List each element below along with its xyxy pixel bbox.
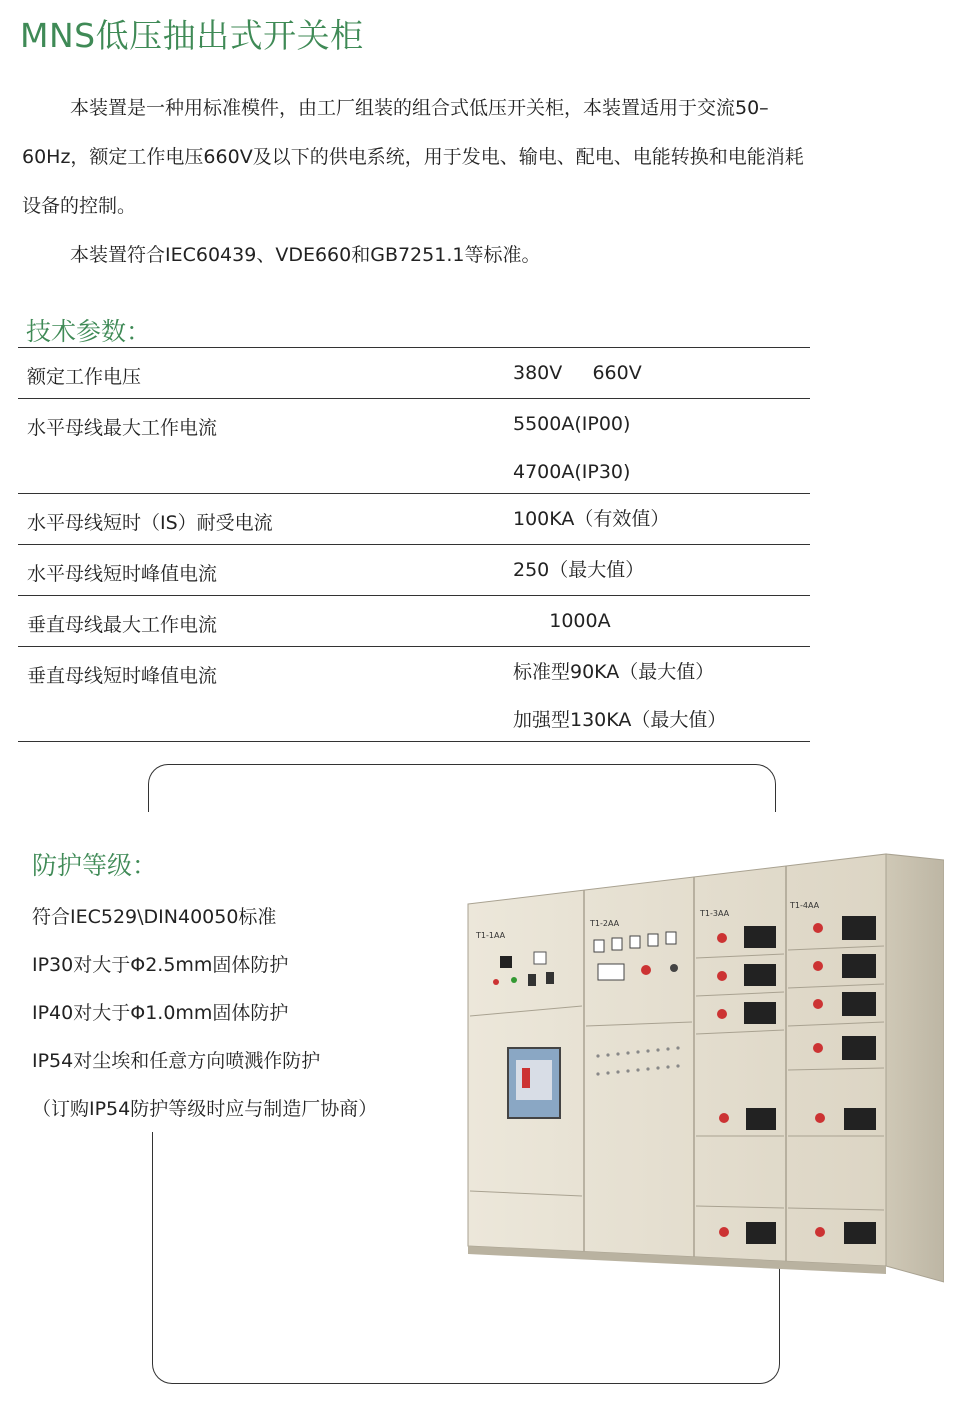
- cabinet-label: T1-3AA: [700, 909, 730, 918]
- spec-value-line: 5500A(IP00): [513, 413, 631, 435]
- list-item: IP54对尘埃和任意方向喷溅作防护: [32, 1050, 321, 1072]
- spec-value: [513, 596, 810, 647]
- list-item: IP40对大于Φ1.0mm固体防护: [32, 1002, 289, 1024]
- cabinet-label: T1-1AA: [476, 931, 506, 940]
- list-item: （订购IP54防护等级时应与制造厂协商）: [32, 1098, 378, 1120]
- protection-list: [32, 893, 377, 1133]
- spec-value-line: 250（最大值）: [513, 559, 645, 581]
- spec-name: 水平母线短时（IS）耐受电流: [27, 512, 273, 534]
- cabinet-label: T1-4AA: [790, 901, 820, 910]
- table-row: [18, 596, 810, 647]
- spec-value: [513, 399, 810, 494]
- switchgear-cabinet-image: [466, 846, 944, 1286]
- spec-value-line: 1000A: [513, 610, 611, 632]
- spec-value-line: 380V 660V: [513, 362, 642, 384]
- spec-value: [513, 545, 810, 596]
- spec-value-line: 100KA（有效值）: [513, 508, 670, 530]
- spec-name: 额定工作电压: [27, 366, 142, 388]
- spec-value: [513, 647, 810, 742]
- specs-heading: 技术参数：: [26, 317, 152, 346]
- spec-value-line: 4700A(IP30): [513, 461, 631, 483]
- table-row: [18, 399, 810, 494]
- spec-value: [513, 494, 810, 545]
- table-row: [18, 545, 810, 596]
- intro-paragraph-2: 本装置符合IEC60439、VDE660和GB7251.1等标准。: [70, 244, 541, 266]
- list-item: IP30对大于Φ2.5mm固体防护: [32, 954, 289, 976]
- specs-table: [18, 347, 810, 742]
- table-row: [18, 494, 810, 545]
- spec-value: [513, 348, 810, 399]
- list-item: 符合IEC529\DIN40050标准: [32, 906, 277, 928]
- spec-name: 水平母线短时峰值电流: [27, 563, 218, 585]
- spec-name: 垂直母线短时峰值电流: [27, 665, 218, 687]
- table-row: [18, 647, 810, 742]
- spec-value-line: 标准型90KA（最大值）: [513, 661, 715, 683]
- spec-name: 水平母线最大工作电流: [27, 417, 218, 439]
- table-row: [18, 348, 810, 399]
- intro-paragraph-1: 本装置是一种用标准模件，由工厂组装的组合式低压开关柜，本装置适用于交流50–60Hz，额定工作电压660V及以下的供电系统，用于发电、输电、配电、电能转换和电能消耗设备的控制。: [22, 97, 804, 217]
- page-title: MNS低压抽出式开关柜: [20, 16, 364, 55]
- spec-name: 垂直母线最大工作电流: [27, 614, 218, 636]
- protection-heading: 防护等级：: [32, 851, 158, 880]
- intro-text: [22, 84, 814, 280]
- spec-value-line: 加强型130KA（最大值）: [513, 709, 727, 731]
- cabinet-label: T1-2AA: [590, 919, 620, 928]
- frame-top-bracket: [148, 764, 776, 812]
